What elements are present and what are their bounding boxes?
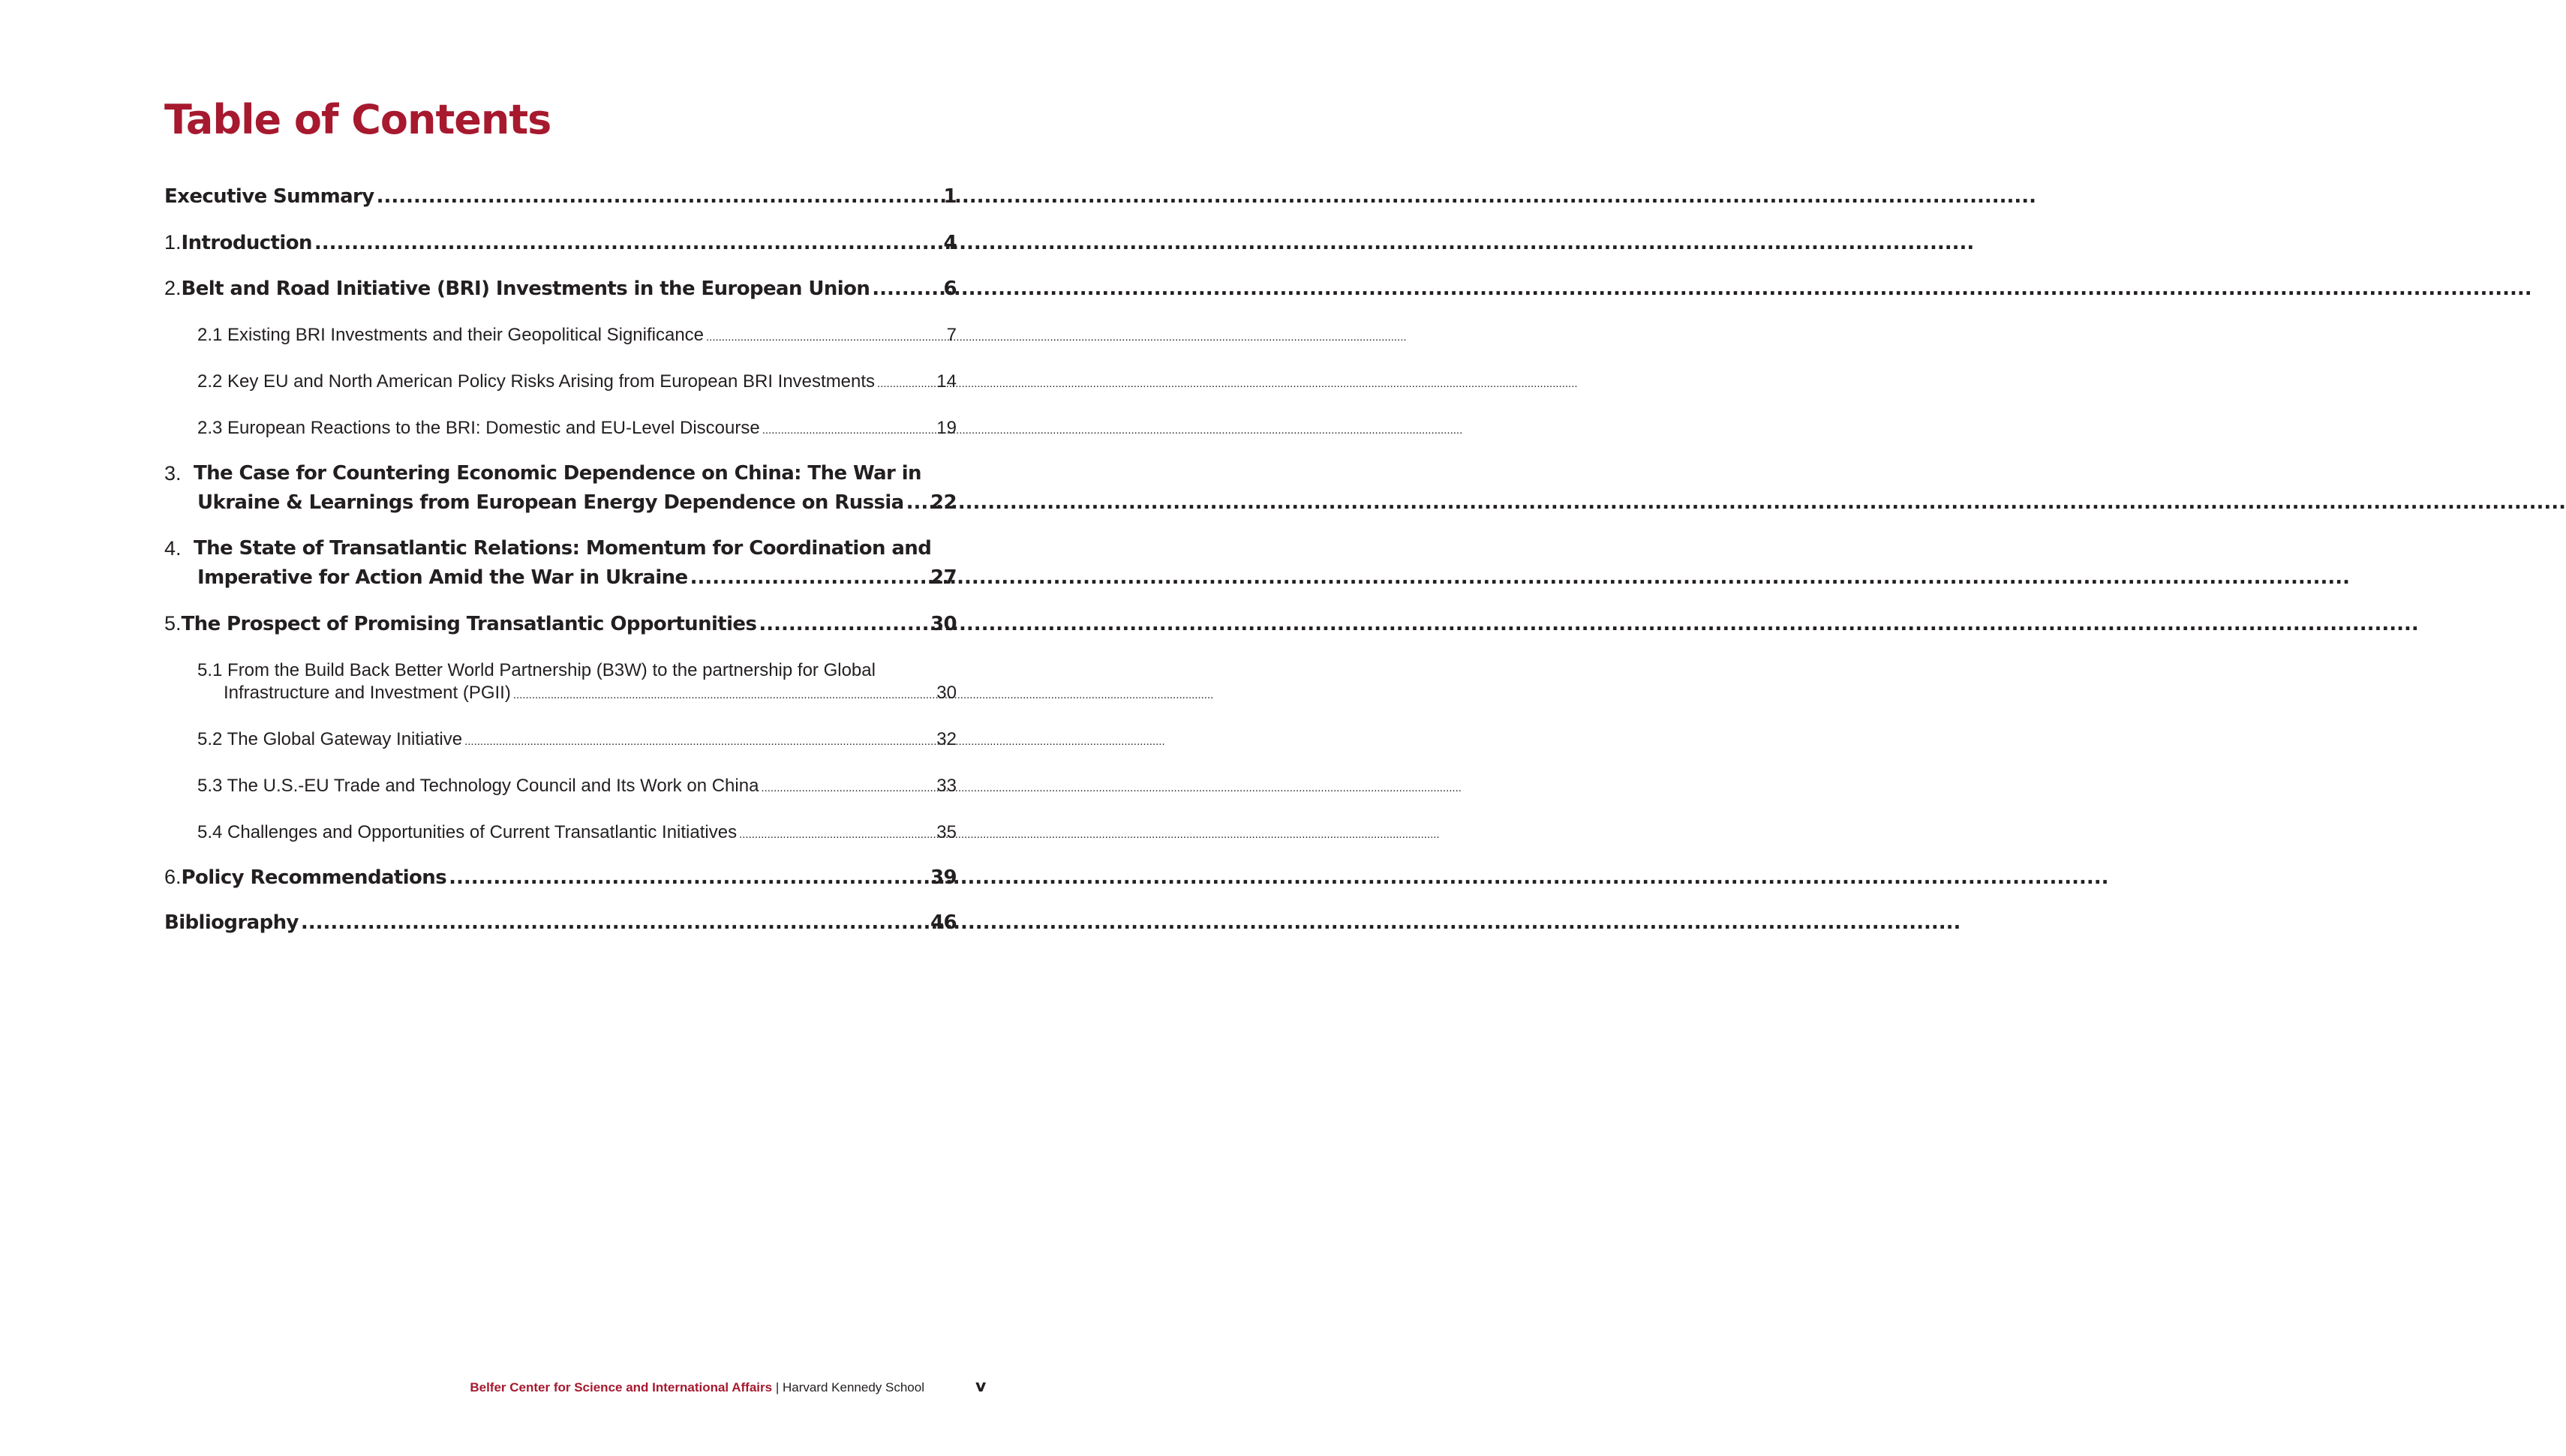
toc-entry-transatlantic-opportunities[interactable] [164, 609, 957, 639]
dot-leader [761, 777, 934, 800]
dot-leader [449, 863, 928, 893]
toc-entry-label: Introduction [181, 232, 312, 254]
page-footer [0, 1376, 1125, 1398]
toc-section-number: 4. [164, 537, 182, 560]
toc-page-number: 32 [936, 729, 957, 749]
toc-entry-label: The State of Transatlantic Relations: Momentum for Coordination and [194, 537, 932, 560]
toc-section-number: 2. [164, 277, 182, 299]
toc-entry-bibliography[interactable] [164, 908, 957, 938]
dot-leader [706, 326, 945, 349]
dot-leader [877, 373, 934, 395]
toc-page-number: 6 [943, 278, 957, 300]
dot-leader [464, 731, 934, 753]
dot-leader [739, 824, 934, 846]
toc-section-number: 1. [164, 231, 182, 254]
toc-page-number: 14 [936, 371, 957, 392]
toc-page-number: 1 [943, 185, 957, 208]
toc-entry-label: 5.1 From the Build Back Better World Partnership (B3W) to the partnership for Global [197, 660, 876, 680]
toc-entry-2-1[interactable] [164, 324, 957, 349]
toc-entry-label: The Case for Countering Economic Dependence on China: The War in [194, 462, 921, 485]
toc-entry-label: 2.1 Existing BRI Investments and their Geopolitical Significance [197, 325, 705, 345]
toc-entry-bri-investments[interactable] [164, 274, 957, 304]
toc-entry-executive-summary[interactable] [164, 182, 957, 212]
toc-entry-policy-recommendations[interactable] [164, 863, 957, 893]
toc-entry-label-continued: Infrastructure and Investment (PGII) [224, 683, 511, 703]
toc-page-number: 30 [936, 683, 957, 703]
toc-entry-label: 5.2 The Global Gateway Initiative [197, 729, 463, 749]
toc-entry-label-continued: Imperative for Action Amid the War in Ukraine [197, 566, 688, 589]
toc-entry-introduction[interactable] [164, 228, 957, 258]
dot-leader [762, 419, 935, 442]
toc-entry-label: Executive Summary [164, 185, 374, 208]
toc-entry-5-2[interactable] [164, 728, 957, 753]
toc-entry-label: 5.4 Challenges and Opportunities of Current Transatlantic Initiatives [197, 822, 738, 842]
toc-entry-label: The Prospect of Promising Transatlantic Opportunities [181, 613, 757, 635]
toc-entry-2-3[interactable] [164, 417, 957, 442]
toc-entry-label: 2.3 European Reactions to the BRI: Domestic and EU-Level Discourse [197, 418, 760, 438]
toc-entry-5-4[interactable] [164, 821, 957, 846]
toc-page-number: 30 [930, 613, 957, 635]
toc-section-number: 6. [164, 866, 182, 888]
toc-entry-economic-dependence[interactable] [164, 459, 957, 518]
toc-entry-label: 5.3 The U.S.-EU Trade and Technology Council and Its Work on China [197, 776, 759, 796]
toc-entry-label: Belt and Road Initiative (BRI) Investments in the European Union [181, 278, 870, 300]
toc-section-number: 5. [164, 612, 182, 635]
dot-leader [759, 610, 928, 639]
footer-credit [470, 1380, 924, 1395]
toc-entry-transatlantic-relations[interactable] [164, 534, 957, 593]
toc-section-number: 3. [164, 462, 182, 485]
dot-leader [513, 684, 934, 707]
dot-leader [906, 488, 928, 518]
toc-page-number: 22 [930, 491, 957, 514]
toc-page-number: 4 [943, 232, 957, 254]
footer-page-number: v [975, 1377, 987, 1396]
toc-page-number: 39 [930, 866, 957, 889]
document-page [0, 0, 1125, 1456]
toc-page-number: 7 [946, 325, 957, 345]
dot-leader [872, 275, 941, 304]
footer-school-name: Harvard Kennedy School [782, 1380, 924, 1394]
toc-entry-label: Policy Recommendations [181, 866, 447, 889]
dot-leader [690, 563, 928, 593]
toc-page-number: 33 [936, 776, 957, 796]
toc-entry-label: Bibliography [164, 911, 299, 934]
toc-entry-label-continued: Ukraine & Learnings from European Energy Dependence on Russia [197, 491, 904, 514]
page-title: Table of Contents [164, 96, 551, 143]
dot-leader [314, 229, 942, 258]
toc-page-number: 35 [936, 822, 957, 842]
toc-entry-2-2[interactable] [164, 371, 957, 395]
toc-page-number: 19 [936, 418, 957, 438]
toc-entry-5-3[interactable] [164, 775, 957, 800]
footer-separator: | [775, 1380, 780, 1394]
toc-entry-5-1[interactable] [164, 659, 957, 707]
toc-page-number: 27 [930, 566, 957, 589]
toc-entry-label: 2.2 Key EU and North American Policy Risks Arising from European BRI Investments [197, 371, 876, 392]
toc-page-number: 46 [930, 911, 957, 934]
dot-leader [301, 908, 928, 938]
dot-leader [377, 182, 942, 212]
footer-org-name: Belfer Center for Science and International Affairs [470, 1380, 773, 1394]
